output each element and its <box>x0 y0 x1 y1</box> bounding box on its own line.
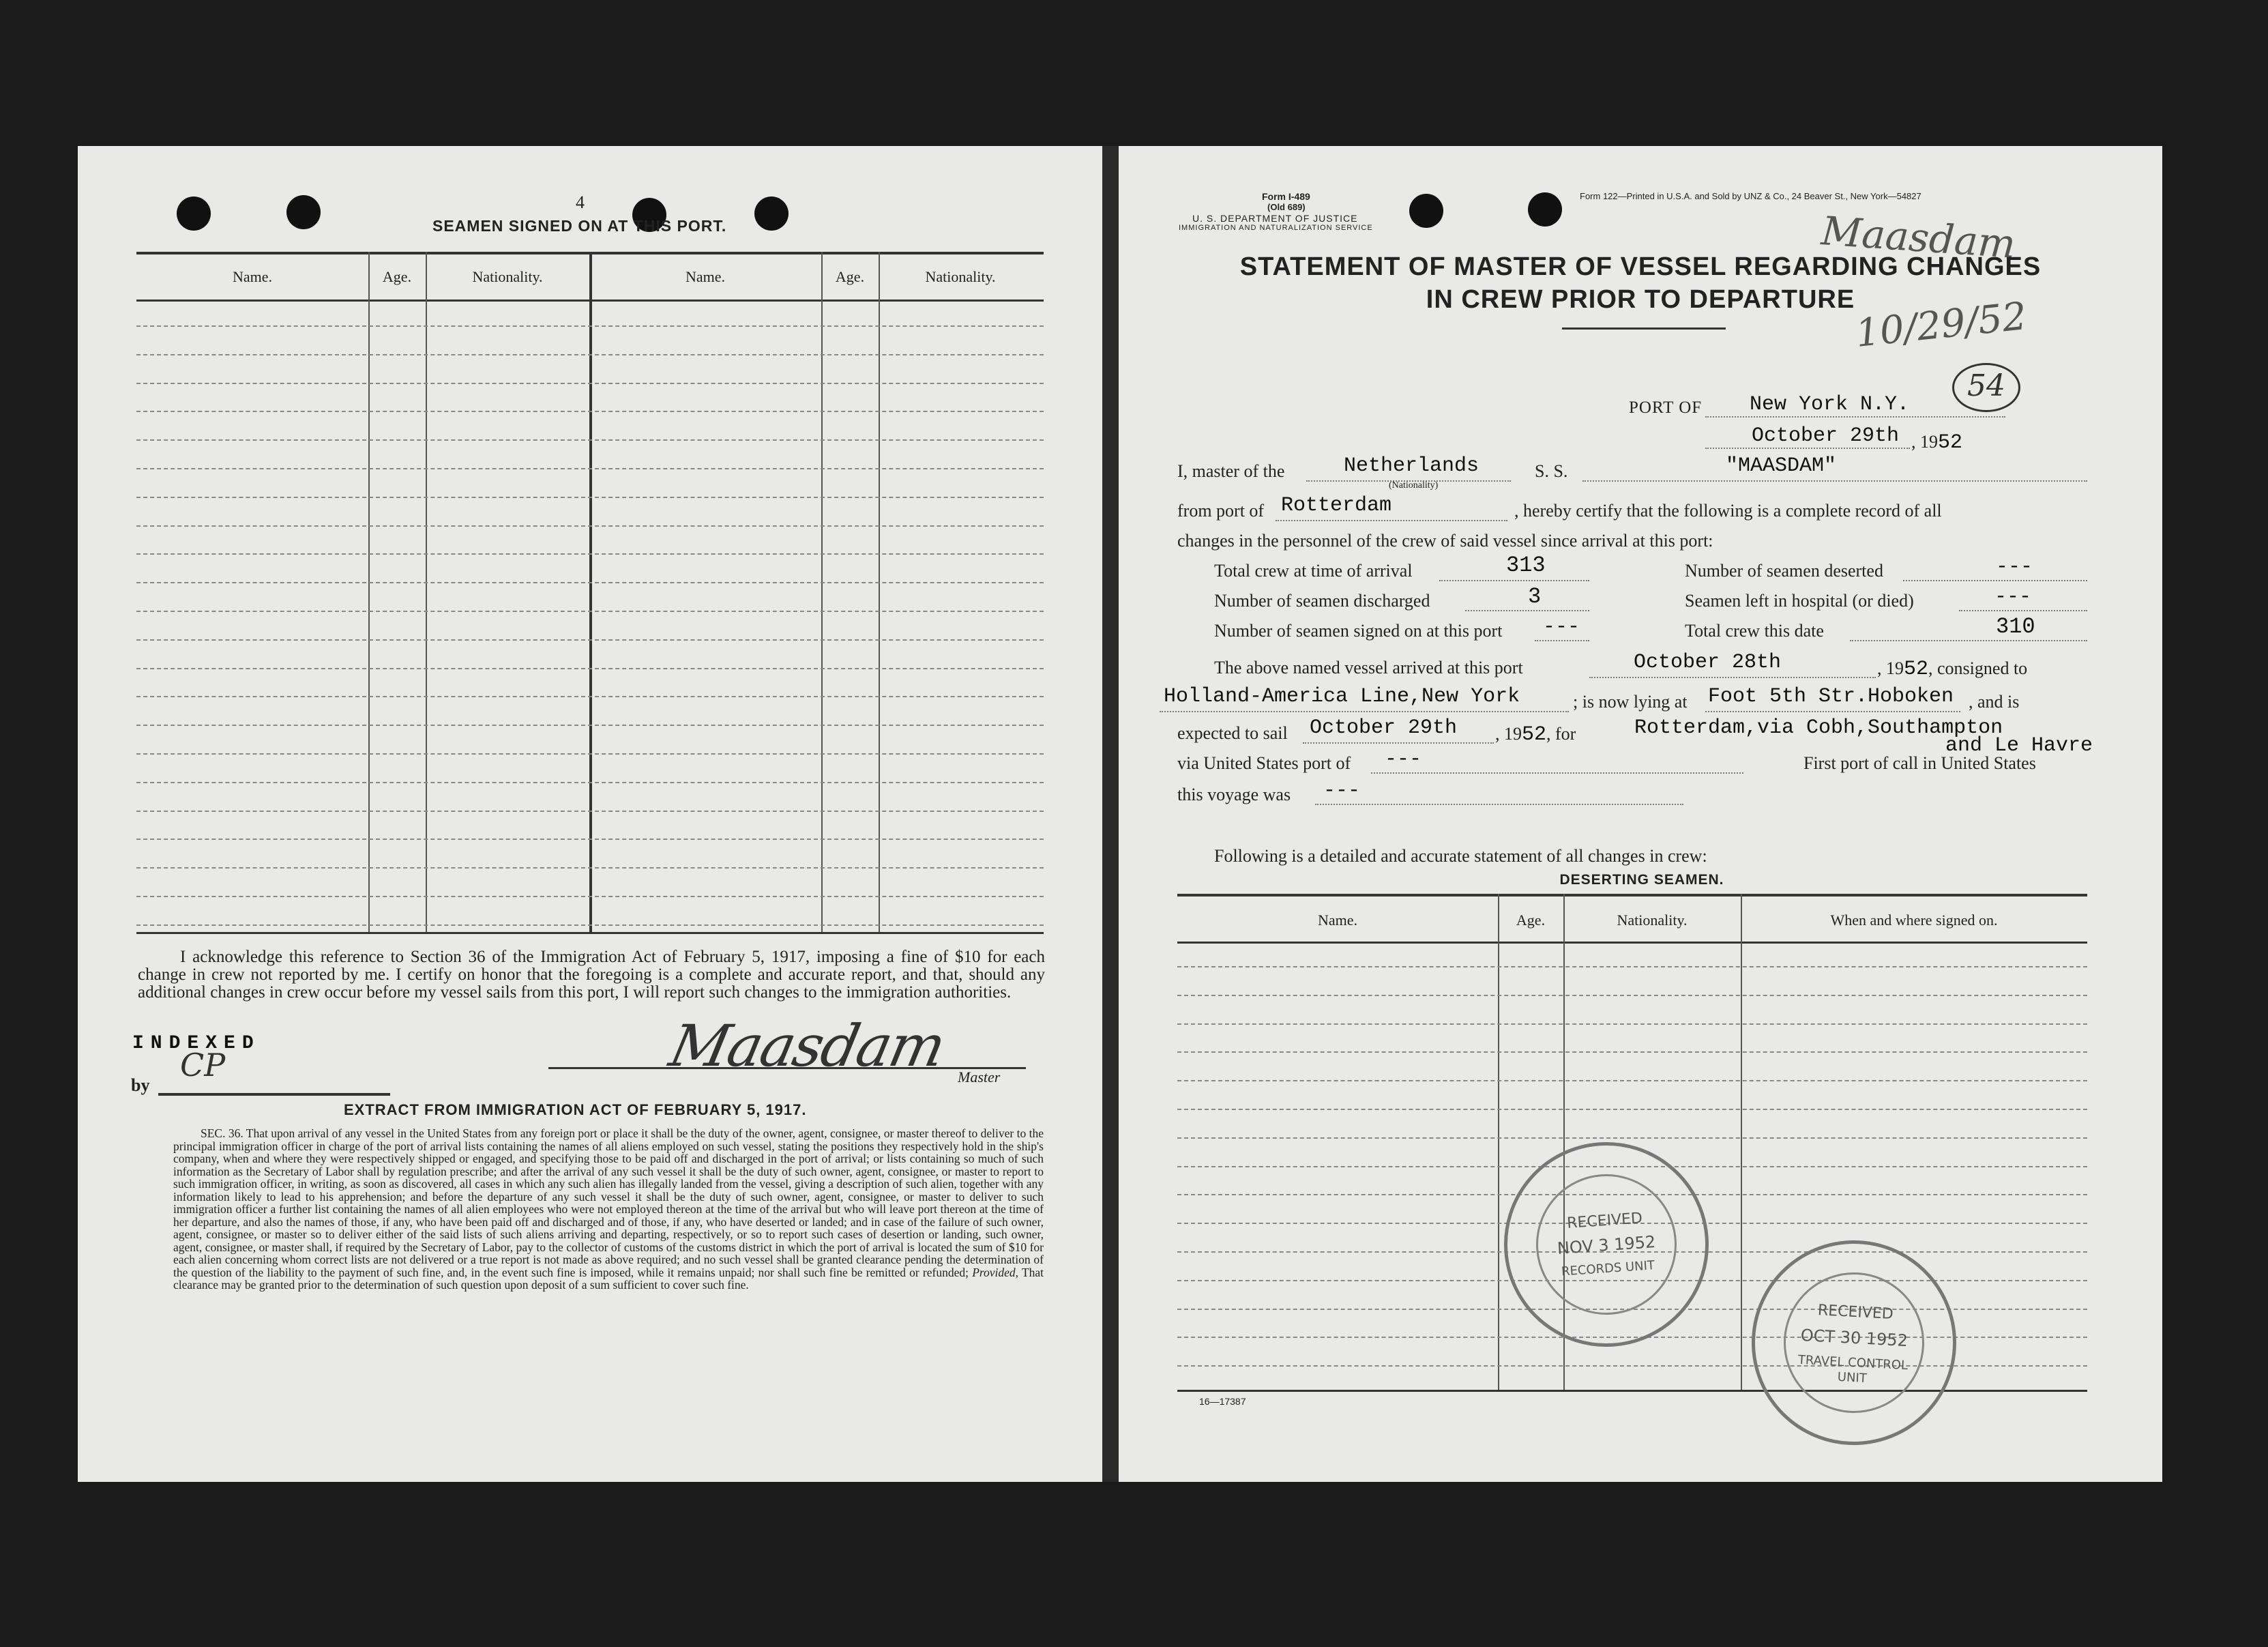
total-date-label: Total crew this date <box>1685 621 1824 641</box>
punch-hole <box>754 196 789 231</box>
port-of-value: New York N.Y. <box>1750 393 1910 416</box>
deserted-value: --- <box>1996 555 2033 579</box>
following-text: Following is a detailed and accurate statement of all changes in crew: <box>1214 846 1707 866</box>
table-row <box>136 325 1044 327</box>
destination-value-2: and Le Havre <box>1945 734 2093 757</box>
form-title-line2: IN CREW PRIOR TO DEPARTURE <box>1426 285 1855 314</box>
indexed-by-label: by <box>131 1075 150 1095</box>
voyage-value: --- <box>1323 779 1361 802</box>
arrived-year: , 1952, consigned to <box>1877 658 2028 681</box>
changes-text: changes in the personnel of the crew of said vessel since arrival at this port: <box>1177 531 1713 551</box>
column-header: Name. <box>1317 912 1358 929</box>
sail-year: , 1952, for <box>1495 723 1576 746</box>
table-row <box>136 411 1044 412</box>
extract-title: EXTRACT FROM IMMIGRATION ACT OF FEBRUARY 5, 1917. <box>344 1101 807 1118</box>
table-row <box>136 553 1044 555</box>
table-row <box>136 354 1044 355</box>
table-row <box>136 497 1044 498</box>
arrived-value: October 28th <box>1634 651 1782 674</box>
extract-text: SEC. 36. That upon arrival of any vessel in the United States from any foreign port or place it shall be the duty of the owner, agent, consignee, or master thereof to deliver to the principal immigration officer in charge of the port of arrival lists containing the names of all aliens employed on such vessel, stating the positions they respectively hold in the ship's company, when and where they were respectively shipped or engaged, and specifying those to be paid off and discharged in the port of arrival; or lists containing so much of such information as the Secretary of Labor shall by regulation prescribe; and after the arrival of any such vessel it shall be the duty of such owner, agent, consignee, or master to report to such immigration officer, in writing, as soon as discovered, all cases in which any such alien has illegally landed from the vessel, giving a description of such alien, together with any information likely to lead to his apprehension; and before the departure of any such vessel it shall be the duty of such owner, agent, consignee, or master to deliver to such immigration officer a further list containing the names of all alien employees who were not employed thereon at the time of the arrival but who will leave port thereon at the time of her departure, and also the names of those, if any, who have been paid off and discharged and of those, if any, who have deserted or landed; and in case of the failure of such owner, agent, consignee, or master so to deliver either of the said lists of such aliens arriving and departing, respectively, or so to report such cases of desertion or landing, such owner, agent, consignee, or master shall, if required by the Secretary of Labor, pay to the collector of customs of the customs district in which the port of arrival is located the sum of $10 for each alien concerning whom correct lists are not delivered or a true report is not made as above required; and no such vessel shall be granted clearance pending the determination of the question of the liability to the payment of such fine, and, in the event such fine is imposed, while it remains unpaid; nor shall such fine be remitted or refunded; Provided, That clearance may be granted prior to the determination of such question upon deposit of a sum sufficient to cover such fine. <box>173 1126 1044 1292</box>
hospital-label: Seamen left in hospital (or died) <box>1685 591 1914 611</box>
table-row <box>136 439 1044 441</box>
table-row <box>136 639 1044 641</box>
first-port-label: First port of call in United States <box>1803 753 2036 773</box>
column-header: Nationality. <box>472 268 543 285</box>
table-row <box>1177 966 2087 967</box>
deserting-heading: DESERTING SEAMEN. <box>1559 872 1724 888</box>
page-gutter <box>1102 146 1119 1482</box>
statement-date: October 29th <box>1752 424 1900 448</box>
port-of-label: PORT OF <box>1629 398 1703 417</box>
received-stamp-travel-control: RECEIVED OCT 30 1952 TRAVEL CONTROL UNIT <box>1746 1235 1961 1450</box>
table-row <box>136 839 1044 840</box>
consignee-value: Holland-America Line,New York <box>1164 685 1520 708</box>
handwritten-date: 10/29/52 <box>1853 294 2029 356</box>
punch-hole <box>1528 192 1562 227</box>
table-row <box>1177 1080 2087 1081</box>
table-row <box>1177 1023 2087 1025</box>
service-label: IMMIGRATION AND NATURALIZATION SERVICE <box>1179 224 1373 232</box>
total-date-value: 310 <box>1996 614 2035 639</box>
table-row <box>136 383 1044 384</box>
ss-label: S. S. <box>1535 461 1568 481</box>
printer-line: Form 122—Printed in U.S.A. and Sold by UNZ & Co., 24 Beaver St., New York—54827 <box>1580 191 1921 201</box>
master-signature: Maasdam <box>664 1012 951 1079</box>
table-row <box>136 867 1044 869</box>
table-row <box>136 924 1044 926</box>
seamen-signed-table <box>136 252 1044 934</box>
handwritten-circled-number: 54 <box>1952 363 2020 412</box>
destination-value: Rotterdam,via Cobh,Southampton <box>1634 716 2003 740</box>
total-crew-label: Total crew at time of arrival <box>1214 561 1413 581</box>
table-row <box>136 668 1044 669</box>
table-row <box>1177 1137 2087 1139</box>
column-header: Name. <box>232 268 273 285</box>
left-page <box>78 146 1102 1482</box>
right-page <box>1119 146 2162 1482</box>
table-row <box>136 696 1044 697</box>
column-header: When and where signed on. <box>1830 912 1998 929</box>
indexed-stamp-label: INDEXED <box>132 1033 261 1054</box>
hospital-value: --- <box>1994 585 2032 609</box>
received-stamp-records-unit: RECEIVED NOV 3 1952 RECORDS UNIT <box>1497 1135 1715 1354</box>
column-header: Age. <box>1516 912 1546 929</box>
from-port-value: Rotterdam <box>1281 494 1392 517</box>
master-of-label: I, master of the <box>1177 461 1285 481</box>
column-header: Name. <box>685 268 726 285</box>
signed-on-label: Number of seamen signed on at this port <box>1214 621 1503 641</box>
lying-at-value: Foot 5th Str.Hoboken <box>1708 685 1954 708</box>
from-port-label: from port of <box>1177 501 1265 521</box>
table-row <box>136 782 1044 783</box>
form-title-line1: STATEMENT OF MASTER OF VESSEL REGARDING CHANGES <box>1239 252 2042 281</box>
table-row <box>136 811 1044 812</box>
discharged-label: Number of seamen discharged <box>1214 591 1430 611</box>
column-header: Nationality. <box>1617 912 1688 929</box>
ship-name: "MAASDAM" <box>1726 454 1837 478</box>
handwritten-ship-name: Maasdam <box>1819 207 2018 267</box>
nationality-caption: (Nationality) <box>1389 480 1439 491</box>
column-header: Age. <box>382 268 412 285</box>
punch-hole <box>1409 194 1443 228</box>
form-old-number: (Old 689) <box>1267 202 1306 212</box>
table-header <box>1177 894 2087 944</box>
lying-label: ; is now lying at <box>1573 692 1688 712</box>
table-row <box>136 468 1044 469</box>
vessel-nationality: Netherlands <box>1344 454 1479 478</box>
punch-hole <box>177 196 211 231</box>
table-row <box>136 753 1044 755</box>
footer-code: 16—17387 <box>1199 1396 1246 1407</box>
table-row <box>136 525 1044 527</box>
indexed-initials: CP <box>180 1047 226 1083</box>
master-label: Master <box>958 1068 1001 1085</box>
column-header: Age. <box>835 268 865 285</box>
department-label: U. S. DEPARTMENT OF JUSTICE <box>1192 213 1358 224</box>
arrived-label: The above named vessel arrived at this port <box>1214 658 1523 677</box>
via-label: via United States port of <box>1177 753 1351 773</box>
section-heading: SEAMEN SIGNED ON AT THIS PORT. <box>432 217 727 235</box>
statement-year: , 1952 <box>1911 431 1963 454</box>
table-row <box>136 896 1044 897</box>
signed-on-value: --- <box>1543 615 1580 639</box>
total-crew-value: 313 <box>1506 553 1546 578</box>
table-row <box>136 582 1044 583</box>
discharged-value: 3 <box>1528 584 1542 609</box>
certify-text: , hereby certify that the following is a complete record of all <box>1514 501 1942 521</box>
table-row <box>1177 1109 2087 1110</box>
column-header: Nationality. <box>925 268 996 285</box>
deserted-label: Number of seamen deserted <box>1685 561 1883 581</box>
page-number: 4 <box>576 192 585 212</box>
voyage-label: this voyage was <box>1177 785 1291 804</box>
acknowledgement-text: I acknowledge this reference to Section 36 of the Immigration Act of February 5, 1917, imposing a fine of $10 for each change in crew not reported by me. I certify on honor that the foregoing is a complete and accurate report, and that, should any additional changes in crew occur before my vessel sails from this port, I will report such changes to the immigration authorities. <box>138 948 1045 1002</box>
sail-date-value: October 29th <box>1310 716 1458 740</box>
table-row <box>136 611 1044 612</box>
and-is-label: , and is <box>1969 692 2020 712</box>
expected-label: expected to sail <box>1177 723 1288 743</box>
punch-hole <box>286 195 321 229</box>
table-row <box>1177 1051 2087 1053</box>
table-row <box>136 725 1044 726</box>
form-number: Form I-489 <box>1262 191 1310 202</box>
via-port-value: --- <box>1385 748 1422 771</box>
table-row <box>1177 995 2087 996</box>
